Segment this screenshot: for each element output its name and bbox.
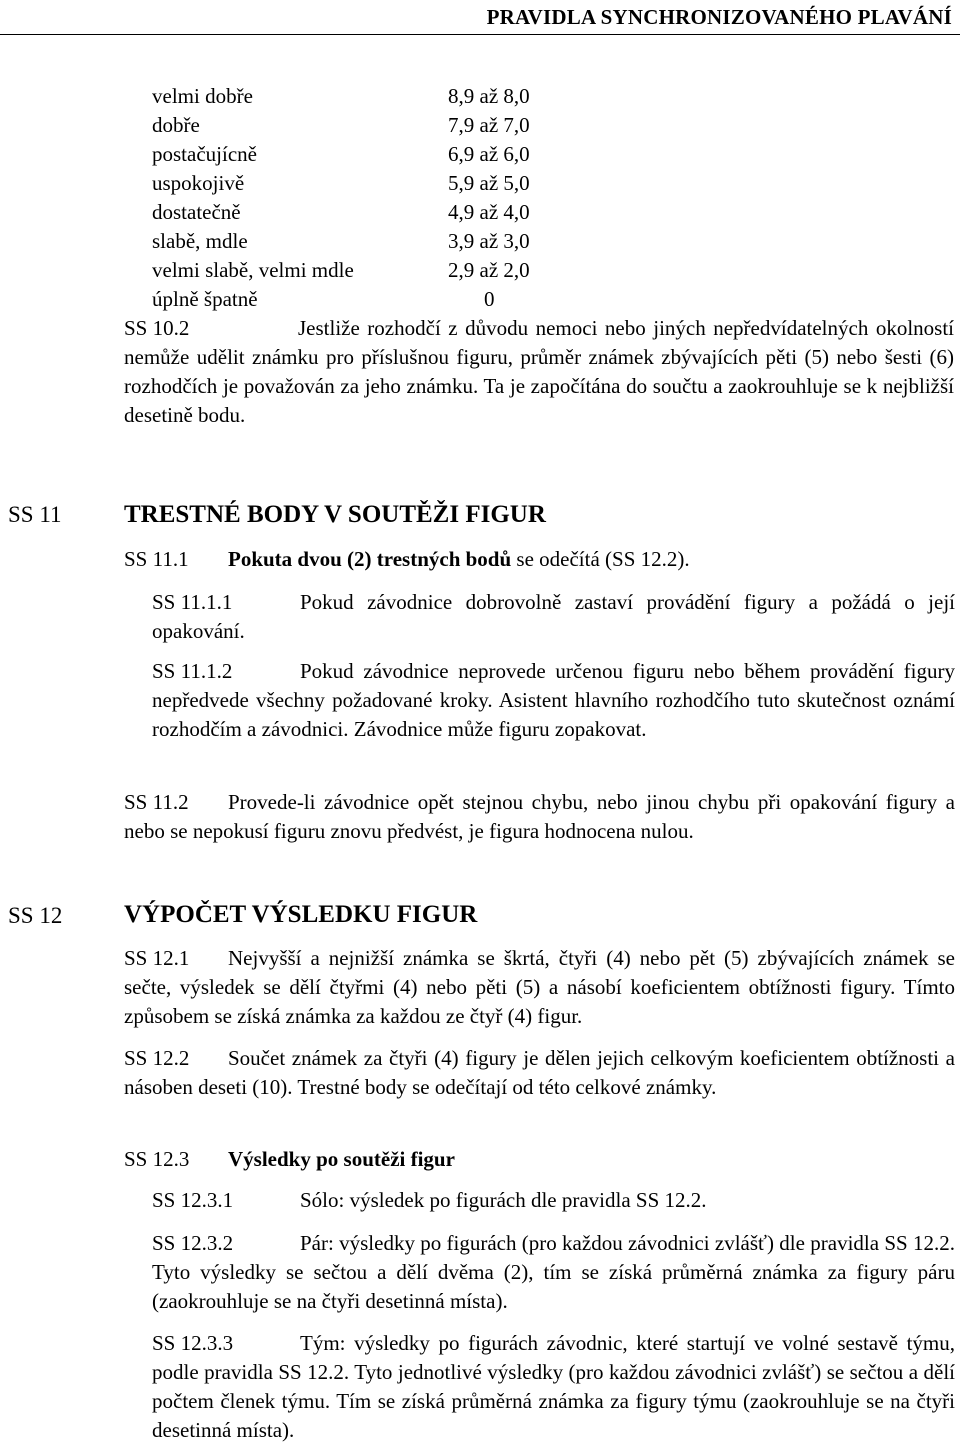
rule-number: SS 12.3.1	[152, 1188, 234, 1212]
rule-number: SS 12.1	[124, 946, 190, 970]
grade-label: velmi dobře	[152, 84, 253, 108]
rule-ss-12-1	[124, 944, 955, 1031]
rule-text: Součet známek za čtyři (4) figury je dělen jejich celkovým koeficientem obtížnosti a násoben deseti (10). Trestné body se odečítají od této celkové známky.	[124, 1046, 955, 1099]
grade-range: 8,9 až 8,0	[448, 84, 530, 108]
rule-number: SS 10.2	[124, 316, 190, 340]
rule-text: Pokud závodnice neprovede určenou figuru nebo během provádění figury nepředvede všechny požadované kroky. Asistent hlavního rozhodčího tuto skutečnost oznámí rozhodčím a závodnici. Závodnice může figuru zopakovat.	[152, 659, 955, 741]
grade-row	[152, 198, 572, 227]
rule-ss-12-2	[124, 1044, 955, 1102]
rule-number: SS 11.1	[124, 547, 189, 571]
rule-number: SS 12.3.2	[152, 1231, 234, 1255]
section-title: VÝPOČET VÝSLEDKU FIGUR	[124, 901, 478, 928]
grade-range: 0	[484, 287, 495, 311]
grade-label: uspokojivě	[152, 171, 245, 195]
grade-row	[152, 140, 572, 169]
rule-number: SS 11.1.1	[152, 590, 233, 614]
grade-label: postačujícně	[152, 142, 257, 166]
rule-text: Jestliže rozhodčí z důvodu nemoci nebo jiných nepředvídatelných okolností nemůže udělit známku pro příslušnou figuru, průměr známek zbývajících pěti (5) nebo šesti (6) rozhodčích je považován za jeho známku. Ta je započítána do součtu a zaokrouhluje se k nejbližší desetině bodu.	[124, 316, 954, 427]
rule-ss-12-3-3	[152, 1329, 955, 1445]
rule-ss-12-3-2	[152, 1229, 955, 1316]
grade-label: dostatečně	[152, 200, 241, 224]
grade-row	[152, 82, 572, 111]
grade-row	[152, 169, 572, 198]
grade-range: 6,9 až 6,0	[448, 142, 530, 166]
rule-number: SS 11.1.2	[152, 659, 233, 683]
grade-label: dobře	[152, 113, 200, 137]
grade-row	[152, 285, 572, 314]
rule-text: Tým: výsledky po figurách závodnic, které startují ve volné sestavě týmu, podle pravidla SS 12.2. Tyto jednotlivé výsledky (pro každou závodnici zvlášť) se sečtou a dělí počtem členek týmu. Tím se získá průměrná známka za figury týmu (zaokrouhluje se na čtyři desetinná místa).	[152, 1331, 955, 1442]
grade-row	[152, 227, 572, 256]
rule-bold-text: Pokuta dvou (2) trestných bodů	[228, 547, 512, 571]
grade-row	[152, 256, 572, 285]
section-title: TRESTNÉ BODY V SOUTĚŽI FIGUR	[124, 501, 546, 528]
rule-number: SS 12.2	[124, 1046, 190, 1070]
rule-text: se odečítá (SS 12.2).	[516, 547, 690, 571]
grade-row	[152, 111, 572, 140]
rule-ss-12-3-1	[152, 1186, 955, 1215]
header-title: PRAVIDLA SYNCHRONIZOVANÉHO PLAVÁNÍ	[486, 5, 952, 29]
grade-label: slabě, mdle	[152, 229, 248, 253]
rule-ss-11-1-1	[152, 588, 955, 646]
grade-range: 2,9 až 2,0	[448, 258, 530, 282]
grade-label: velmi slabě, velmi mdle	[152, 258, 354, 282]
rule-ss-12-3	[124, 1145, 954, 1174]
rule-bold-text: Výsledky po soutěži figur	[228, 1147, 455, 1171]
rule-number: SS 12.3	[124, 1147, 190, 1171]
grade-table	[152, 82, 572, 314]
rule-ss-10-2	[124, 314, 954, 430]
grade-range: 5,9 až 5,0	[448, 171, 530, 195]
grade-label: úplně špatně	[152, 287, 258, 311]
grade-range: 4,9 až 4,0	[448, 200, 530, 224]
page-header	[0, 0, 960, 35]
grade-range: 3,9 až 3,0	[448, 229, 530, 253]
rule-number: SS 11.2	[124, 790, 189, 814]
rule-ss-11-2	[124, 788, 955, 846]
rule-text: Pár: výsledky po figurách (pro každou závodnici zvlášť) dle pravidla SS 12.2. Tyto výsledky se sečtou a dělí dvěma (2), tím se získá průměrná známka za figury páru (zaokrouhluje se na čtyři desetinná místa).	[152, 1231, 955, 1313]
rule-text: Nejvyšší a nejnižší známka se škrtá, čtyři (4) nebo pět (5) zbývajících známek se sečte, výsledek se dělí čtyřmi (4) nebo pěti (5) a násobí koeficientem obtížnosti figury. Tímto způsobem se získá známka za každou ze čtyř (4) figur.	[124, 946, 955, 1028]
rule-text: Sólo: výsledek po figurách dle pravidla SS 12.2.	[300, 1188, 707, 1212]
section-number: SS 12	[8, 903, 63, 928]
grade-range: 7,9 až 7,0	[448, 113, 530, 137]
section-number: SS 11	[8, 502, 62, 527]
rule-text: Pokud závodnice dobrovolně zastaví provádění figury a požádá o její opakování.	[152, 590, 955, 643]
rule-number: SS 12.3.3	[152, 1331, 234, 1355]
rule-ss-11-1-2	[152, 657, 955, 744]
rule-ss-11-1	[124, 545, 954, 574]
rule-text: Provede-li závodnice opět stejnou chybu, nebo jinou chybu při opakování figury a nebo se nepokusí figuru znovu předvést, je figura hodnocena nulou.	[124, 790, 955, 843]
